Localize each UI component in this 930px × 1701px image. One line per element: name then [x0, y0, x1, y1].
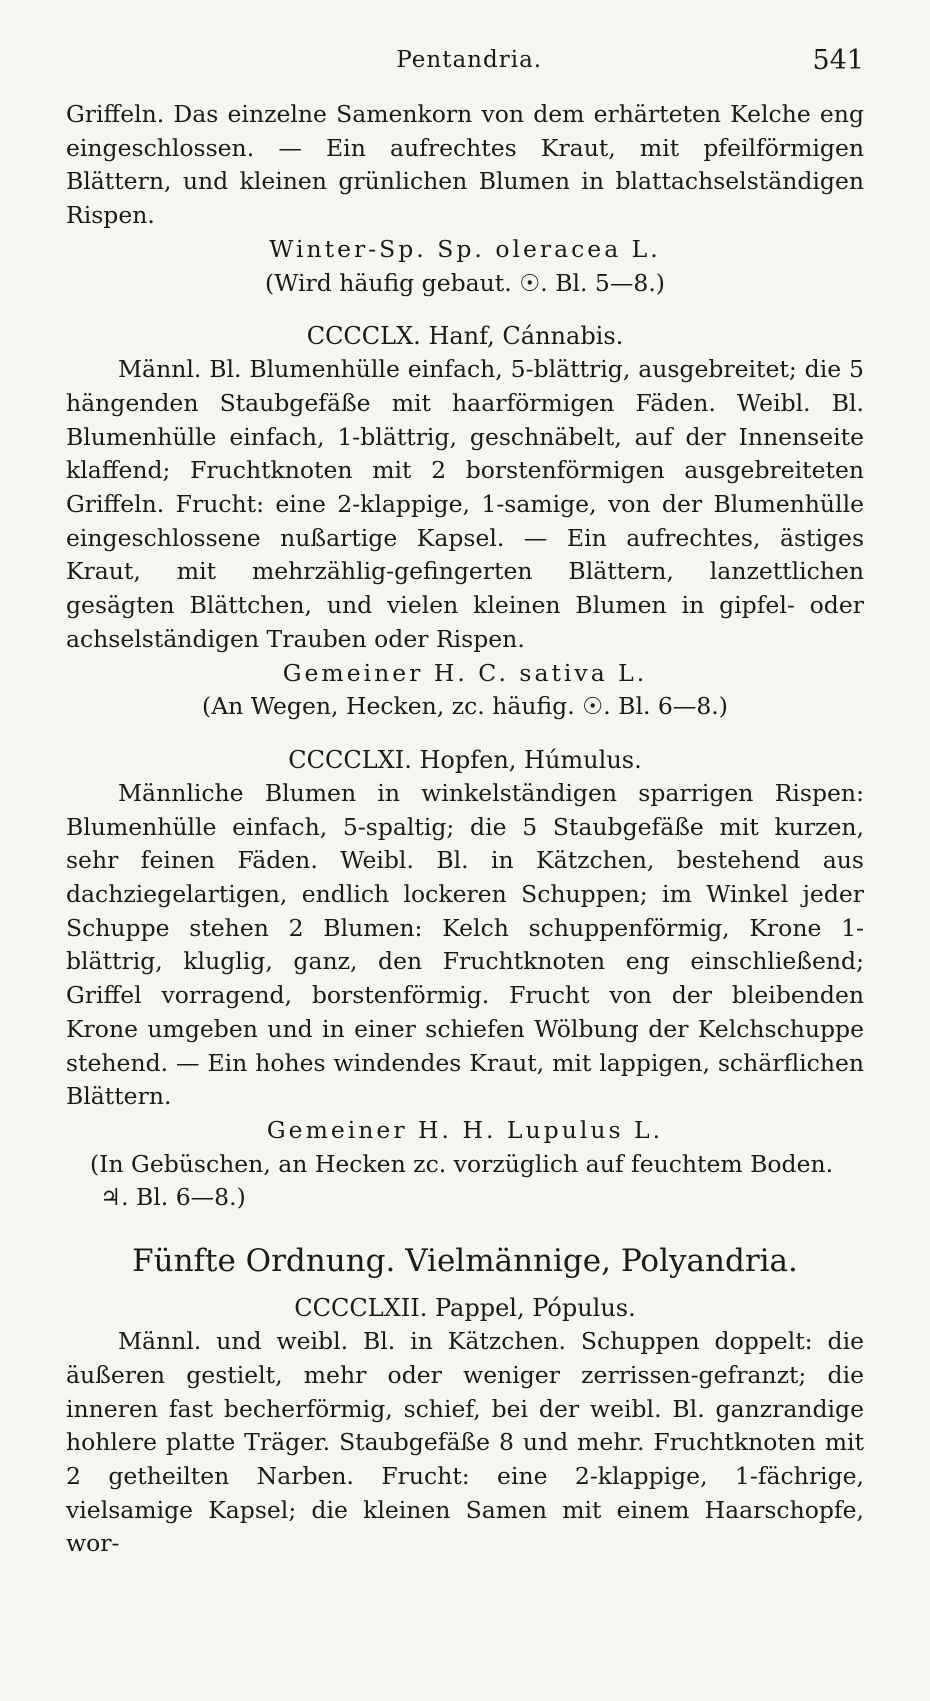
habitat-note: (In Gebüschen, an Hecken zc. vorzüglich auf feuchtem Boden. ♃. Bl. 6—8.)	[90, 1149, 834, 1212]
habitat-note: (An Wegen, Hecken, zc. häufig. ☉. Bl. 6—8.)	[202, 692, 728, 721]
running-title: Pentandria.	[396, 47, 543, 73]
species-line: Winter-Sp. Sp. oleracea L.	[269, 234, 661, 263]
genus-description: Männl. und weibl. Bl. in Kätzchen. Schuppen doppelt: die äußeren gestielt, mehr oder weniger zerrissen-gefranzt; die inneren fast becherförmig, schief, bei der weibl. Bl. ganzrandige hohlere platte Träger. Staubgefäße 8 und mehr. Fruchtknoten mit 2 getheilten Narben. Frucht: eine 2-klappige, 1-fächrige, vielsamige Kapsel; die kleinen Samen mit einem Haarschopfe, wor-	[66, 1327, 864, 1558]
genus-heading: CCCCLX. Hanf, Cánnabis.	[306, 322, 624, 351]
page-header	[66, 40, 864, 80]
order-heading: Fünfte Ordnung. Vielmännige, Polyandria.	[132, 1243, 798, 1280]
genus-heading: CCCCLXI. Hopfen, Húmulus.	[288, 745, 642, 774]
species-line: Gemeiner H. C. sativa L.	[282, 658, 648, 687]
habitat-note: (Wird häufig gebaut. ☉. Bl. 5—8.)	[265, 268, 665, 297]
genus-description: Männliche Blumen in winkelständigen sparrigen Rispen: Blumenhülle einfach, 5-spaltig; die 5 Staubgefäße mit kurzen, sehr feinen Fäden. Weibl. Bl. in Kätzchen, bestehend aus dachziegelartigen, endlich lockeren Schuppen; im Winkel jeder Schuppe stehen 2 Blumen: Kelch schuppenförmig, Krone 1-blättrig, kluglig, ganz, den Fruchtknoten eng einschließend; Griffel vorragend, borstenförmig. Frucht von der bleibenden Krone umgeben und in einer schiefen Wölbung der Kelchschuppe stehend. — Ein hohes windendes Kraut, mit lappigen, schärflichen Blättern.	[66, 778, 864, 1111]
paragraph-continued: Griffeln. Das einzelne Samenkorn von dem erhärteten Kelche eng eingeschlossen. — Ein aufrechtes Kraut, mit pfeilförmigen Blättern, und kleinen grünlichen Blumen in blattachselständigen Rispen.	[66, 100, 864, 230]
species-line: Gemeiner H. H. Lupulus L.	[266, 1115, 664, 1144]
genus-heading: CCCCLXII. Pappel, Pópulus.	[294, 1294, 636, 1323]
page-body	[66, 98, 864, 1561]
genus-description: Männl. Bl. Blumenhülle einfach, 5-blättrig, ausgebreitet; die 5 hängenden Staubgefäße mit haarförmigen Fäden. Weibl. Bl. Blumenhülle einfach, 1-blättrig, geschnäbelt, auf der Innenseite klaffend; Fruchtknoten mit 2 borstenförmigen ausgebreiteten Griffeln. Frucht: eine 2-klappige, 1-samige, von der Blumenhülle eingeschlossene nußartige Kapsel. — Ein aufrechtes, ästiges Kraut, mit mehrzählig-gefingerten Blättern, lanzettlichen gesägten Blättchen, und vielen kleinen Blumen in gipfel- oder achselständigen Trauben oder Rispen.	[66, 355, 864, 653]
page-number: 541	[812, 44, 864, 76]
